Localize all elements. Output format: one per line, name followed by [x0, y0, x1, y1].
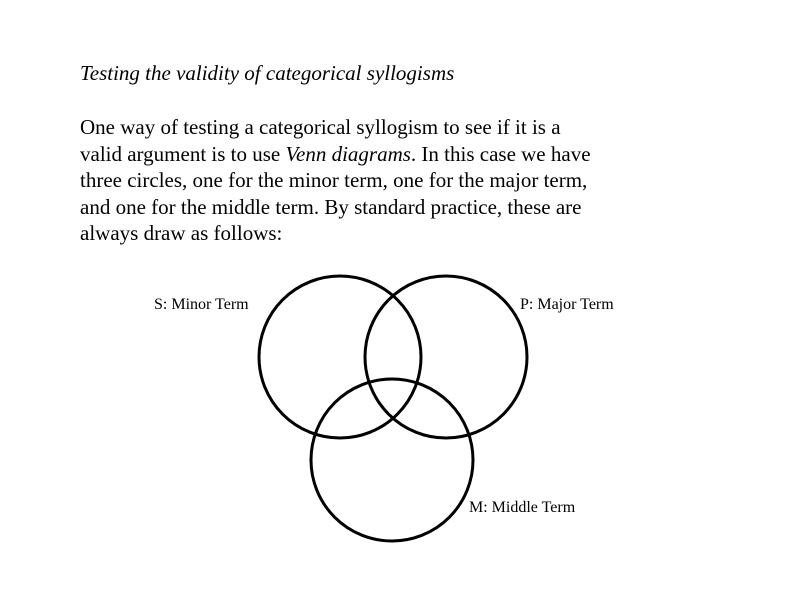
body-line-5: always draw as follows: — [80, 221, 283, 245]
middle-term-label: M: Middle Term — [469, 499, 576, 516]
minor-term-circle — [259, 276, 421, 438]
slide-title: Testing the validity of categorical syllogisms — [80, 61, 455, 85]
body-line-4: and one for the middle term. By standard practice, these are — [80, 194, 582, 219]
venn-diagrams-emphasis: Venn diagrams — [285, 141, 411, 166]
middle-term-circle — [311, 379, 473, 541]
major-term-label: P: Major Term — [520, 296, 614, 313]
body-line-1: One way of testing a categorical syllogism to see if it is a — [80, 115, 561, 139]
body-line-3: three circles, one for the minor term, one for the major term, — [80, 168, 588, 192]
body-line-2-start: valid argument is to use — [80, 141, 286, 166]
body-line-2-end: . In this case we have — [410, 141, 591, 166]
minor-term-label: S: Minor Term — [154, 296, 249, 313]
major-term-circle — [365, 276, 527, 438]
